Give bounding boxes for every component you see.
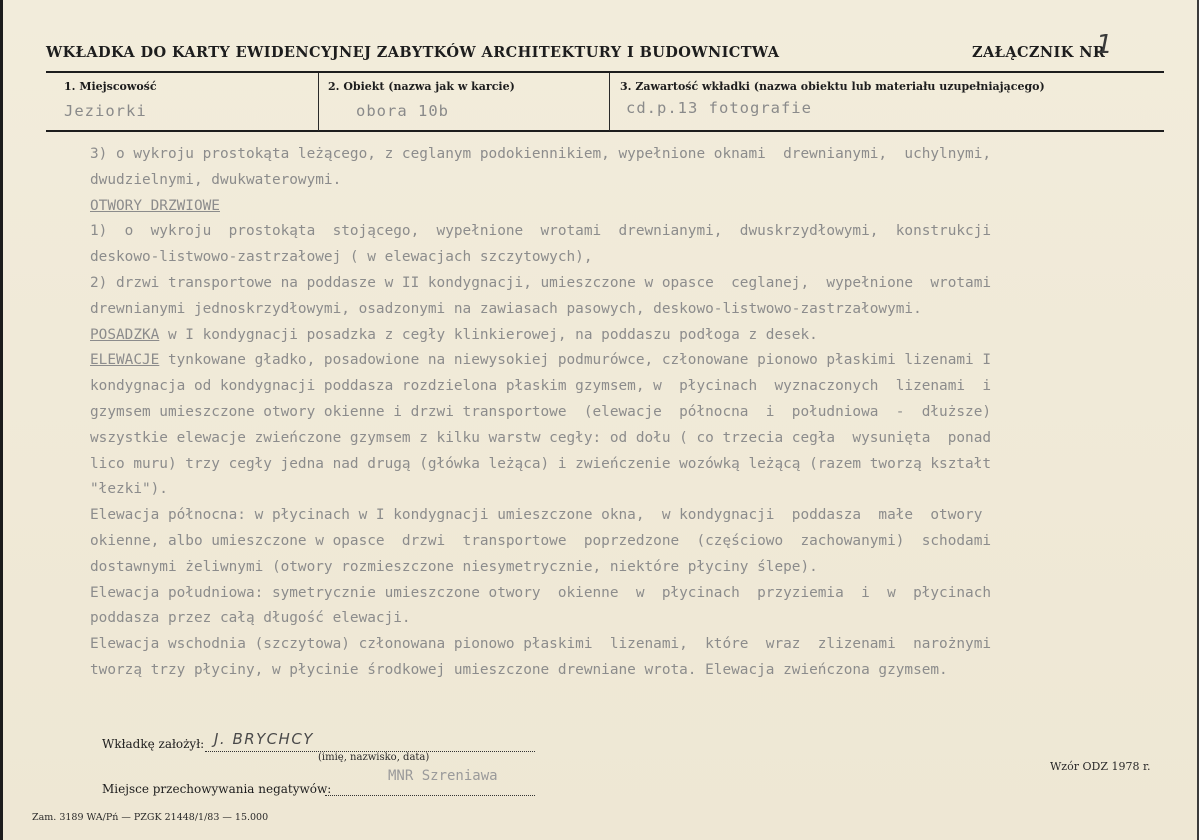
- text-line: tworzą trzy płyciny, w płycinie środkowej umieszczone drewniane wrota. Elewacja zwieńczona gzymsem.: [90, 661, 948, 678]
- order-info: Zam. 3189 WA/Pń — PZGK 21448/1/83 — 15.000: [32, 812, 269, 823]
- text-line: dostawnymi żeliwnymi (otwory rozmieszczone niesymetrycznie, niektóre płyciny ślepe).: [90, 558, 818, 575]
- text-line: okienne, albo umieszczone w opasce drzwi transportowe poprzedzone (częściowo zachowanymi) schodami: [90, 532, 992, 549]
- left-edge: [0, 0, 3, 840]
- description-text: [90, 142, 1150, 684]
- text-line: deskowo-listwowo-zastrzałowej ( w elewacjach szczytowych),: [90, 249, 593, 266]
- created-by-label: Wkładkę założył:: [102, 737, 205, 751]
- text-line: gzymsem umieszczone otwory okienne i drzwi transportowe (elewacje północna i południowa - dłuższe): [90, 403, 992, 420]
- section-heading-floor: POSADZKA: [90, 326, 160, 343]
- storage-label: Miejsce przechowywania negatywów:: [102, 782, 332, 796]
- contents-label: 3. Zawartość wkładki (nazwa obiektu lub materiału uzupełniającego): [620, 80, 1045, 93]
- text-line: Elewacja północna: w płycinach w I kondygnacji umieszczone okna, w kondygnacji poddasza małe otwory: [90, 507, 983, 524]
- text-line: 2) drzwi transportowe na poddasze w II kondygnacji, umieszczone w opasce ceglanej, wypełnione wrotami: [90, 274, 992, 291]
- text-line: dwudzielnymi, dwukwaterowymi.: [90, 171, 342, 188]
- created-by-hint: (imię, nazwisko, data): [318, 752, 430, 763]
- text-fragment: tynkowane gładko, posadowione na niewysokiej podmurówce, członowane pionowo płaskimi lizenami I: [159, 352, 992, 369]
- form-title: WKŁADKA DO KARTY EWIDENCYJNEJ ZABYTKÓW ARCHITEKTURY I BUDOWNICTWA: [46, 44, 780, 61]
- text-line: lico muru) trzy cegły jedna nad drugą (główka leżąca) i zwieńczenie wozówką leżącą (razem tworzą kształt: [90, 455, 992, 472]
- text-line: drewnianymi jednoskrzydłowymi, osadzonymi na zawiasach pasowych, deskowo-listwowo-zastrzałowymi.: [90, 300, 922, 317]
- text-line: kondygnacja od kondygnacji poddasza rozdzielona płaskim gzymsem, w płycinach wyznaczonych lizenami i: [90, 378, 992, 395]
- text-line: 1) o wykroju prostokąta stojącego, wypełnione wrotami drewnianymi, dwuskrzydłowymi, konstrukcji: [90, 223, 992, 240]
- storage-value: MNR Szreniawa: [388, 768, 498, 784]
- text-line: Elewacja południowa: symetrycznie umieszczone otwory okienne w płycinach przyziemia i w płycinach: [90, 584, 992, 601]
- section-heading-facades: ELEWACJE: [90, 352, 160, 369]
- annex-label: ZAŁĄCZNIK NR: [972, 44, 1106, 61]
- field-divider-1: [318, 73, 319, 131]
- text-line: wszystkie elewacje zwieńczone gzymsem z kilku warstw cegły: od dołu ( co trzecia cegła wysunięta ponad: [90, 429, 992, 446]
- header-bottom-rule: [46, 130, 1164, 132]
- text-line: [90, 194, 1150, 220]
- field-divider-2: [609, 73, 610, 131]
- object-label: 2. Obiekt (nazwa jak w karcie): [328, 80, 515, 93]
- text-line: "łezki").: [90, 481, 168, 498]
- annex-number: 1: [1096, 30, 1113, 60]
- form-id: Wzór ODZ 1978 r.: [1050, 760, 1151, 773]
- text-line: poddasza przez całą długość elewacji.: [90, 610, 411, 627]
- locality-label: 1. Miejscowość: [64, 80, 157, 93]
- section-heading-doors: OTWORY DRZWIOWE: [90, 197, 220, 214]
- text-line: 3) o wykroju prostokąta leżącego, z ceglanym podokiennikiem, wypełnione oknami drewnianymi, uchylnymi,: [90, 146, 992, 162]
- text-line: Elewacja wschodnia (szczytowa) członowana pionowo płaskimi lizenami, które wraz zlizenami narożnymi: [90, 636, 992, 653]
- object-value: obora 10b: [356, 102, 449, 120]
- locality-value: Jeziorki: [64, 102, 147, 120]
- text-line: [90, 323, 1150, 349]
- contents-value: cd.p.13 fotografie: [626, 99, 812, 117]
- storage-dotline: [325, 795, 535, 796]
- text-line: [90, 348, 1150, 374]
- created-by-signature: J. BRYCHCY: [214, 730, 314, 748]
- header-top-rule: [46, 71, 1164, 73]
- text-fragment: w I kondygnacji posadzka z cegły klinkierowej, na poddaszu podłoga z desek.: [159, 326, 818, 343]
